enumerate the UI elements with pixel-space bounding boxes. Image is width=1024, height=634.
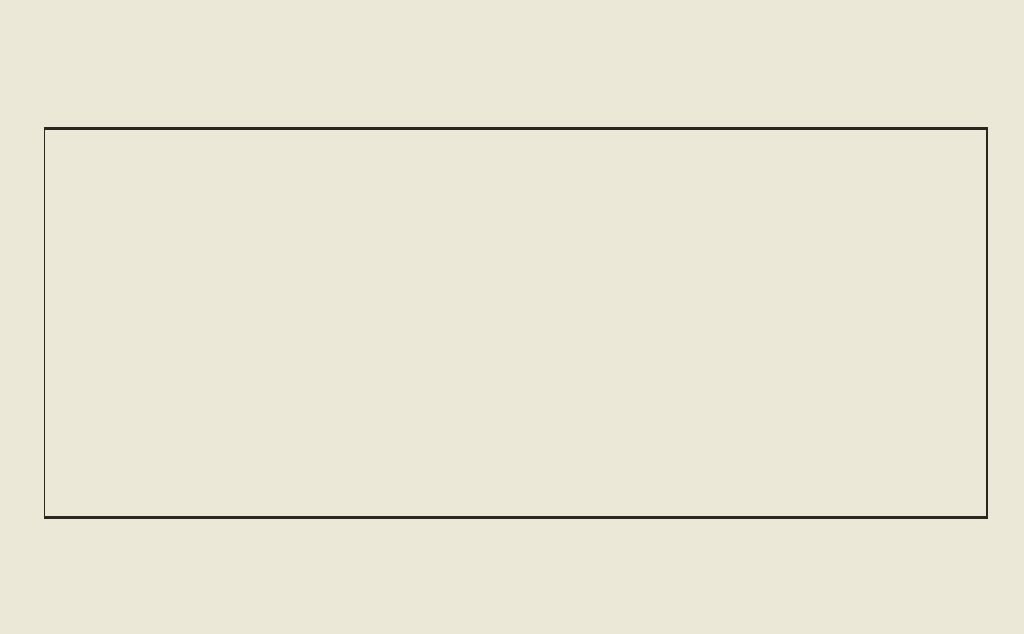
table-frame [44, 127, 988, 519]
